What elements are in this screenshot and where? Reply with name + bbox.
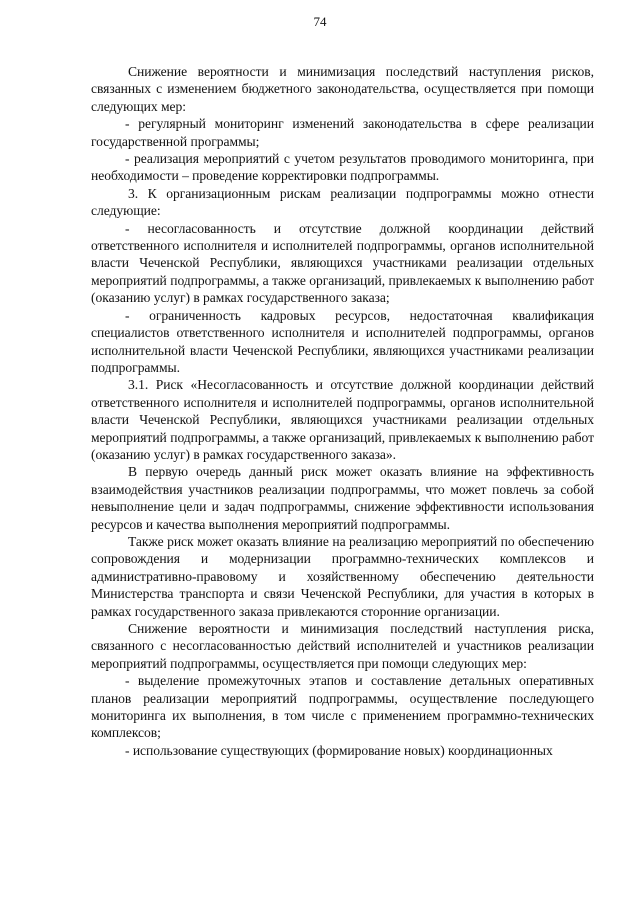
paragraph: Снижение вероятности и минимизация последствий наступления рисков, связанных с изменением бюджетного законодательства, осуществляется при помощи следующих мер: <box>91 64 594 114</box>
list-item: - ограниченность кадровых ресурсов, недостаточная квалификация специалистов ответственного исполнителя и исполнителей подпрограммы, органов исполнительной власти Чеченской Республики, являющихся участниками реализации подпрограммы. <box>91 307 594 375</box>
list-item: - выделение промежуточных этапов и составление детальных оперативных планов реализации мероприятий подпрограммы, осуществление последующего мониторинга их выполнения, в том числе с применением программно-технических комплексов; <box>91 673 594 741</box>
paragraph: Снижение вероятности и минимизация последствий наступления риска, связанного с несогласованностью действий исполнителей и участников реализации мероприятий подпрограммы, осуществляется при помощи следующих мер: <box>91 621 594 671</box>
paragraph: 3.1. Риск «Несогласованность и отсутствие должной координации действий ответственного исполнителя и исполнителей подпрограммы, органов исполнительной власти Чеченской Республики, являющихся участниками реализации отдельных мероприятий подпрограммы, а также организаций, привлекаемых к выполнению работ (оказанию услуг) в рамках государственного заказа». <box>91 377 594 462</box>
list-item: - использование существующих (формирование новых) координационных <box>125 742 553 758</box>
paragraph: Также риск может оказать влияние на реализацию мероприятий по обеспечению сопровождения и модернизации программно-технических комплексов и административно-правовому и хозяйственному обеспечению деятельности Министерства транспорта и связи Чеченской Республики, для участия в которых в рамках государственного заказа привлекаются сторонние организации. <box>91 533 594 619</box>
list-item: - реализация мероприятий с учетом результатов проводимого мониторинга, при необходимости – проведение корректировки подпрограммы. <box>91 151 594 184</box>
paragraph: В первую очередь данный риск может оказать влияние на эффективность взаимодействия участников реализации подпрограммы, что может повлечь за собой невыполнение цели и задач подпрограммы, снижение эффективности использования ресурсов и качества выполнения мероприятий подпрограммы. <box>91 464 594 532</box>
document-body <box>91 63 594 759</box>
paragraph: 3. К организационным рискам реализации подпрограммы можно отнести следующие: <box>91 185 594 219</box>
page-number: 74 <box>313 14 327 29</box>
list-item: - регулярный мониторинг изменений законодательства в сфере реализации государственной программы; <box>91 116 594 149</box>
list-item: - несогласованность и отсутствие должной координации действий ответственного исполнителя и исполнителей подпрограммы, органов исполнительной власти Чеченской Республики, являющихся участниками реализации отдельных мероприятий подпрограммы, а также организаций, привлекаемых к выполнению работ (оказанию услуг) в рамках государственного заказа; <box>91 220 594 306</box>
